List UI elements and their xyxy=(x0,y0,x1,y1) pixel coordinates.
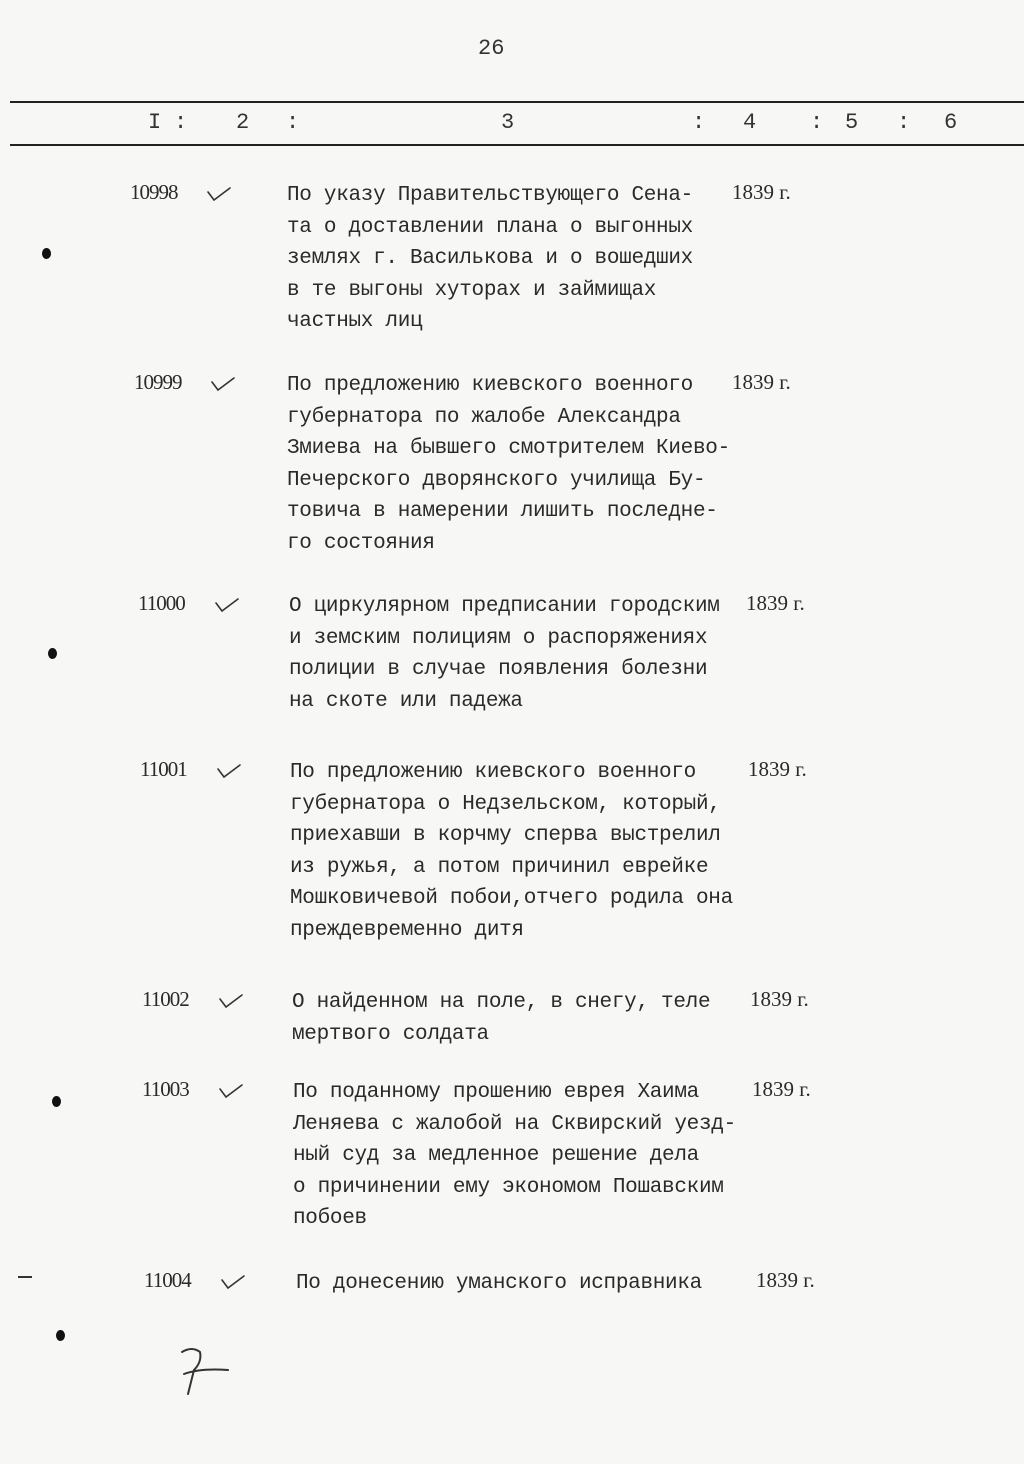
column-header-3: 3 xyxy=(501,110,515,135)
description-line: губернатора о Недзельском, который, xyxy=(290,792,721,816)
checkmark-icon xyxy=(216,991,246,1015)
page-number: 26 xyxy=(478,36,505,61)
description-line: частных лиц xyxy=(287,310,423,333)
description-line: в те выгоны хуторах и займищах xyxy=(287,278,657,302)
binder-hole-mark xyxy=(52,1096,61,1107)
header-bottom-rule xyxy=(10,144,1024,146)
checkmark-icon xyxy=(216,1081,246,1105)
binder-hole-mark xyxy=(56,1330,65,1341)
description-line: мертвого солдата xyxy=(292,1022,489,1046)
column-separator: : xyxy=(692,110,706,135)
entry-number: 11004 xyxy=(144,1268,191,1292)
description-line: на скоте или падежа xyxy=(289,689,523,713)
description-line: побоев xyxy=(293,1207,367,1230)
handwritten-mark-seven xyxy=(170,1340,240,1410)
description-line: По предложению киевского военного xyxy=(290,761,696,784)
entry-year: 1839 г. xyxy=(732,370,791,394)
description-line: По донесению уманского исправника xyxy=(296,1272,702,1295)
entry-year: 1839 г. xyxy=(750,987,809,1011)
entry-description xyxy=(287,370,730,559)
description-line: приехавши в корчму сперва выстрелил xyxy=(290,824,721,847)
column-header-5: 5 xyxy=(845,110,859,135)
description-line: полиции в случае появления болезни xyxy=(289,658,708,681)
entry-description xyxy=(289,591,720,717)
description-line: преждевременно дитя xyxy=(290,918,524,942)
entry-year: 1839 г. xyxy=(746,591,805,615)
description-line: По поданному прошению еврея Хаима xyxy=(293,1081,699,1104)
entry-number: 11001 xyxy=(140,757,187,781)
checkmark-icon xyxy=(214,761,244,785)
header-top-rule xyxy=(10,101,1024,103)
entry-description xyxy=(287,180,693,338)
description-line: го состояния xyxy=(287,531,435,555)
column-separator: : xyxy=(286,110,300,135)
entry-number: 11003 xyxy=(142,1077,189,1101)
entry-description xyxy=(296,1268,702,1300)
description-line: товича в намерении лишить последне- xyxy=(287,500,718,523)
entry-number: 11002 xyxy=(142,987,189,1011)
entry-description xyxy=(293,1077,736,1235)
description-line: губернатора по жалобе Александра xyxy=(287,405,681,429)
entry-year: 1839 г. xyxy=(756,1268,815,1292)
description-line: Леняева с жалобой на Сквирский уезд- xyxy=(293,1112,736,1136)
description-line: По предложению киевского военного xyxy=(287,374,693,397)
column-header-6: 6 xyxy=(944,110,958,135)
description-line: землях г. Василькова и о вошедших xyxy=(287,247,693,270)
column-separator: : xyxy=(174,110,188,135)
column-header-2: 2 xyxy=(236,110,250,135)
description-line: Змиева на бывшего смотрителем Киево- xyxy=(287,437,730,460)
description-line: О найденном на поле, в снегу, теле xyxy=(292,991,711,1014)
checkmark-icon xyxy=(212,595,242,619)
edge-mark xyxy=(18,1276,32,1278)
checkmark-icon xyxy=(204,184,234,208)
column-header-1: I xyxy=(148,110,162,135)
entry-number: 10998 xyxy=(130,180,178,204)
entry-number: 10999 xyxy=(134,370,182,394)
binder-hole-mark xyxy=(42,248,51,259)
entry-year: 1839 г. xyxy=(748,757,807,781)
description-line: ный суд за медленное решение дела xyxy=(293,1144,699,1167)
entry-description xyxy=(292,987,710,1050)
description-line: та о доставлении плана о выгонных xyxy=(287,215,693,239)
description-line: О циркулярном предписании городским xyxy=(289,595,720,618)
column-header-4: 4 xyxy=(743,110,757,135)
column-separator: : xyxy=(810,110,824,135)
description-line: По указу Правительствующего Сена- xyxy=(287,184,693,207)
entry-number: 11000 xyxy=(138,591,185,615)
description-line: из ружья, а потом причинил еврейке xyxy=(290,855,709,879)
description-line: Мошковичевой побои,отчего родила она xyxy=(290,887,733,910)
entry-year: 1839 г. xyxy=(732,180,791,204)
checkmark-icon xyxy=(208,374,238,398)
description-line: о причинении ему экономом Пошавским xyxy=(293,1175,724,1199)
binder-hole-mark xyxy=(48,648,57,659)
checkmark-icon xyxy=(218,1272,248,1296)
entry-year: 1839 г. xyxy=(752,1077,811,1101)
column-separator: : xyxy=(897,110,911,135)
description-line: Печерского дворянского училища Бу- xyxy=(287,468,706,492)
entry-description xyxy=(290,757,733,946)
description-line: и земским полициям о распоряжениях xyxy=(289,626,708,650)
